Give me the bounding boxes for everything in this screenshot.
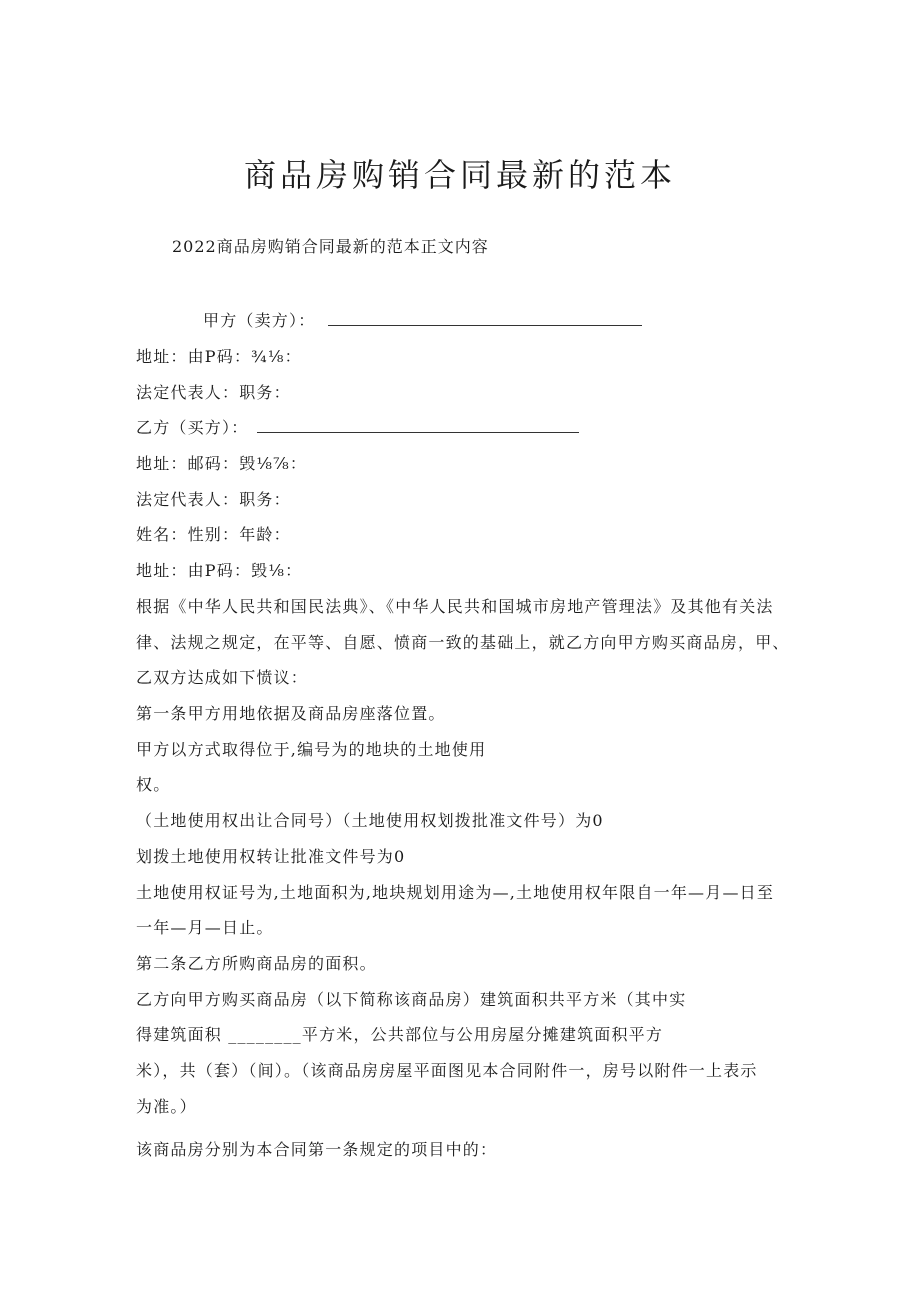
body-text-line: 为准。）: [136, 1097, 197, 1116]
body-text-line: 该商品房分别为本合同第一条规定的项目中的：: [136, 1140, 498, 1159]
legal-rep-line: 法定代表人：职务：: [136, 490, 291, 509]
body-text-line: 米），共（套）（间）。（该商品房房屋平面图见本合同附件一，房号以附件一上表示: [136, 1061, 758, 1080]
party-b-line: [136, 415, 579, 438]
article-heading: 第一条甲方用地依据及商品房座落位置。: [136, 704, 446, 723]
document-subtitle: 2022商品房购销合同最新的范本正文内容: [172, 237, 489, 256]
address-line: 地址：由P码：毁⅛：: [136, 561, 303, 580]
body-text-line: 土地使用权证号为,土地面积为,地块规划用途为—,土地使用权年限自一年—月—日至: [136, 883, 775, 902]
body-text-line: 一年—月—日止。: [136, 918, 274, 937]
article-heading: 第二条乙方所购商品房的面积。: [136, 954, 377, 973]
body-text-line: 律、法规之规定，在平等、自愿、愤商一致的基础上，就乙方向甲方购买商品房，甲、: [136, 633, 790, 652]
body-text-line: （土地使用权出让合同号）（土地使用权划拨批准文件号）为0: [136, 811, 604, 830]
body-text-line: 得建筑面积 ________平方米，公共部位与公用房屋分摊建筑面积平方: [136, 1025, 664, 1044]
party-a-line: [203, 308, 642, 331]
party-b-label: 乙方（买方）：: [136, 418, 249, 437]
body-text-line: 乙双方达成如下愤议：: [136, 668, 309, 687]
personal-info-line: 姓名：性别：年龄：: [136, 525, 291, 544]
body-text-line: 乙方向甲方购买商品房（以下简称该商品房）建筑面积共平方米（其中实: [136, 990, 687, 1009]
address-line: 地址：由P码：¾⅛：: [136, 347, 302, 366]
body-text-line: 甲方以方式取得位于,编号为的地块的土地使用: [136, 740, 487, 759]
body-text-line: 划拨土地使用权转让批准文件号为0: [136, 847, 406, 866]
party-a-blank: [328, 324, 642, 326]
document-title: 商品房购销合同最新的范本: [243, 156, 676, 194]
legal-rep-line: 法定代表人：职务：: [136, 383, 291, 402]
party-b-blank: [257, 431, 579, 433]
address-line: 地址：邮码：毁⅛⅞：: [136, 454, 308, 473]
body-text-line: 权。: [136, 775, 171, 794]
body-text-line: 根据《中华人民共和国民法典》、《中华人民共和国城市房地产管理法》及其他有关法: [136, 597, 774, 616]
party-a-label: 甲方（卖方）：: [203, 311, 316, 330]
